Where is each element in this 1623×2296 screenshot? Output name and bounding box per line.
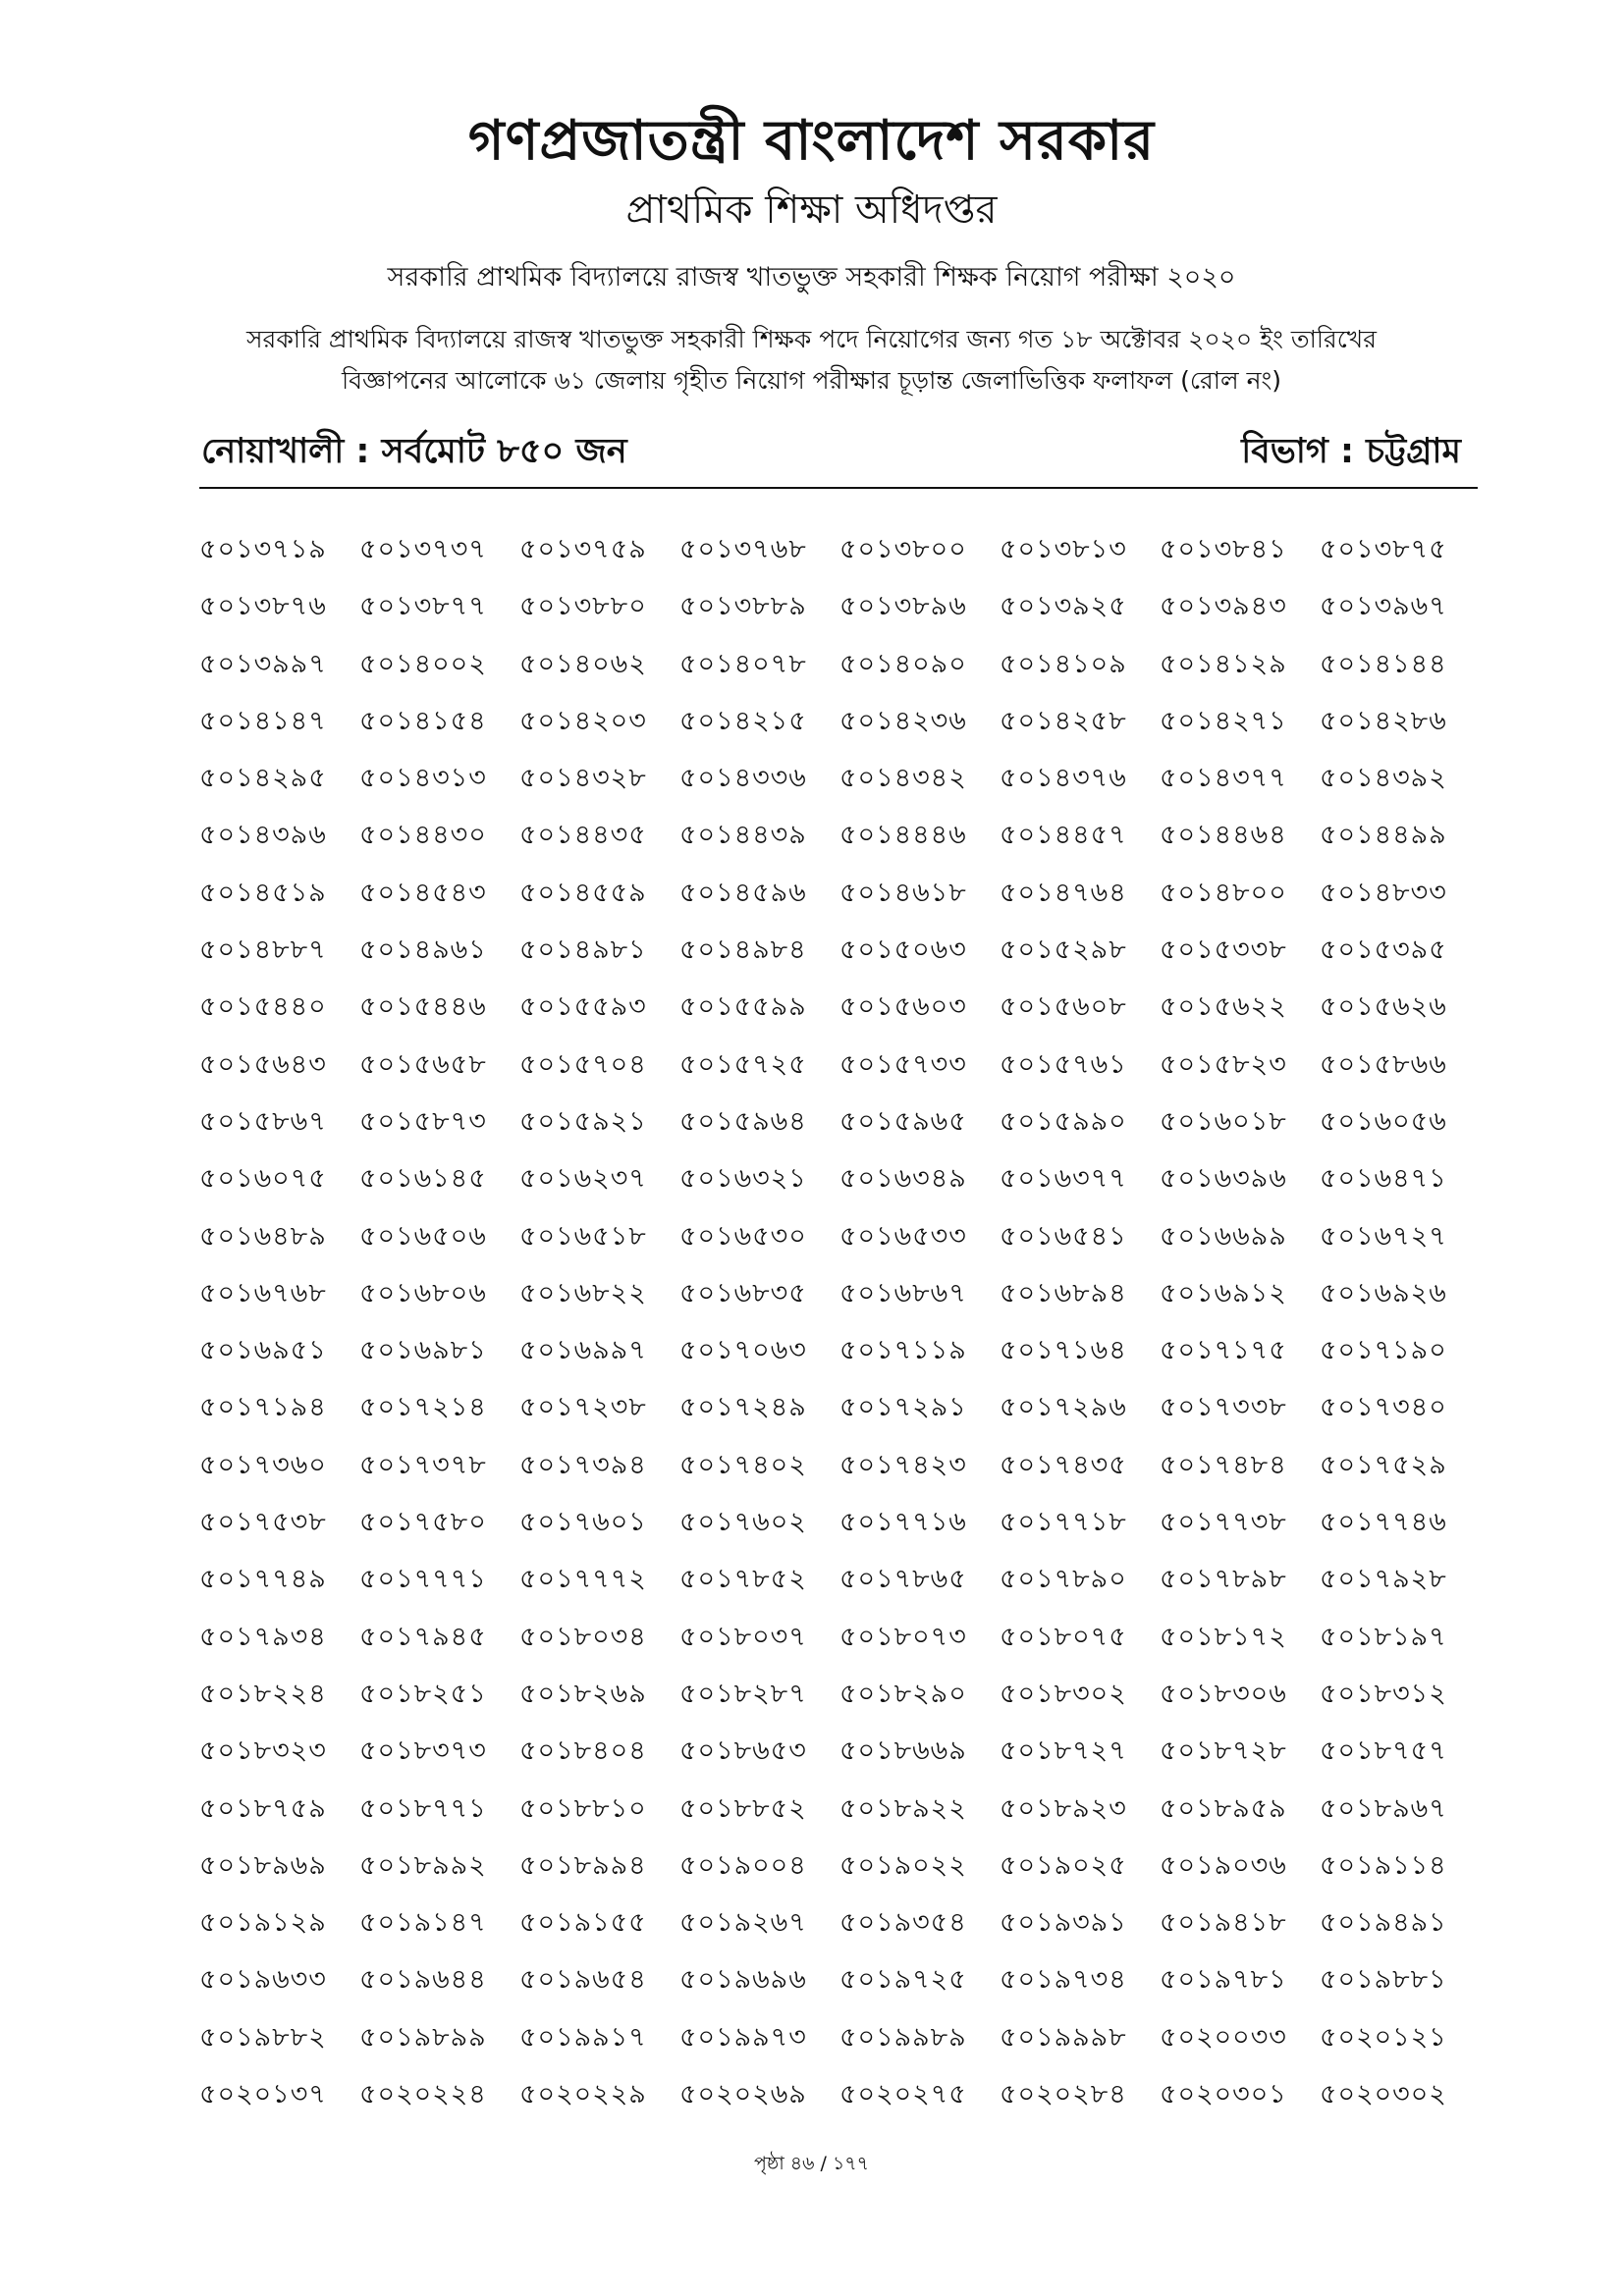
roll-number: ৫০১৯১২৯ <box>199 1907 327 1939</box>
roll-number: ৫০১৭২৯৬ <box>1000 1392 1127 1423</box>
roll-number: ৫০১৪৭৬৪ <box>1000 877 1127 908</box>
roll-number: ৫০১৮৯৯৪ <box>519 1849 647 1881</box>
roll-number: ৫০১৭৩৪০ <box>1320 1392 1447 1423</box>
roll-number: ৫০১৭৭৪৬ <box>1320 1507 1447 1538</box>
roll-number: ৫০১৮৯২২ <box>839 1792 967 1824</box>
roll-number: ৫০১৫৮৬৬ <box>1320 1048 1447 1080</box>
roll-number: ৫০১৮৬৬৯ <box>839 1735 967 1767</box>
roll-number: ৫০২০২৬৯ <box>679 2079 807 2110</box>
roll-number: ৫০১৬০১৮ <box>1160 1105 1287 1137</box>
roll-number: ৫০১৬৮৯৪ <box>1000 1277 1127 1308</box>
roll-number: ৫০১৮৩১২ <box>1320 1678 1447 1709</box>
roll-number: ৫০১৭৭৪৯ <box>199 1564 327 1595</box>
roll-number: ৫০১৪৩৭৬ <box>1000 763 1127 794</box>
roll-number: ৫০১৭৯২৮ <box>1320 1564 1447 1595</box>
roll-number: ৫০১৪৫১৯ <box>199 877 327 908</box>
roll-number: ৫০১৭৮৬৫ <box>839 1564 967 1595</box>
roll-number: ৫০১৬৫১৮ <box>519 1220 647 1252</box>
roll-number: ৫০১৭৯৪৫ <box>359 1621 487 1652</box>
roll-number: ৫০১৮৩২৩ <box>199 1735 327 1767</box>
roll-number: ৫০১৮৯৫৯ <box>1160 1792 1287 1824</box>
roll-number: ৫০১৬১৪৫ <box>359 1163 487 1195</box>
roll-number: ৫০১৯৭৩৪ <box>1000 1964 1127 1996</box>
roll-number: ৫০১৩৮০০ <box>839 534 967 564</box>
roll-number: ৫০১৯৯৮৯ <box>839 2021 967 2053</box>
roll-number: ৫০১৪৮৮৭ <box>199 934 327 966</box>
roll-number: ৫০১৫০৬৩ <box>839 934 967 966</box>
roll-number: ৫০১৫৯৬৫ <box>839 1105 967 1137</box>
roll-number: ৫০১৬২৩৭ <box>519 1163 647 1195</box>
roll-number: ৫০১৪৪৩৫ <box>519 820 647 851</box>
roll-number: ৫০১৮২৯০ <box>839 1678 967 1709</box>
roll-number: ৫০১৫৭৬১ <box>1000 1048 1127 1080</box>
page-number: পৃষ্ঠা ৪৬ / ১৭৭ <box>753 2153 870 2174</box>
roll-number: ৫০১৫৭০৪ <box>519 1048 647 1080</box>
roll-number: ৫০১৪৫৫৯ <box>519 877 647 908</box>
roll-number: ৫০১৯৬৪৪ <box>359 1964 487 1996</box>
roll-number: ৫০১৭১৯৪ <box>199 1392 327 1423</box>
roll-number: ৫০১৮০৭৫ <box>1000 1621 1127 1652</box>
roll-number: ৫০১৭৮৯৮ <box>1160 1564 1287 1595</box>
roll-number: ৫০১৪০৯০ <box>839 648 967 679</box>
roll-number: ৫০১৫৭২৫ <box>679 1048 807 1080</box>
roll-number: ৫০১৫৪৪০ <box>199 991 327 1023</box>
roll-number: ৫০১৩৯৪৩ <box>1160 591 1287 622</box>
roll-number: ৫০১৮২৮৭ <box>679 1678 807 1709</box>
roll-number: ৫০১৯১৪৭ <box>359 1907 487 1939</box>
roll-number: ৫০১৩৯৯৭ <box>199 648 327 679</box>
roll-number: ৫০১৬৬৯৯ <box>1160 1220 1287 1252</box>
roll-number: ৫০১৬০৭৫ <box>199 1163 327 1195</box>
roll-number: ৫০১৭৭১৬ <box>839 1507 967 1538</box>
roll-number: ৫০১৮০৩৪ <box>519 1621 647 1652</box>
roll-number-grid <box>199 530 1480 2132</box>
exam-name: সরকারি প্রাথমিক বিদ্যালয়ে রাজস্ব খাতভুক্ত সহকারী শিক্ষক নিয়োগ পরীক্ষা ২০২০ <box>387 262 1236 293</box>
roll-number: ৫০১৭১১৯ <box>839 1335 967 1366</box>
roll-number: ৫০১৪৪৫৭ <box>1000 820 1127 851</box>
roll-number: ৫০১৯৬৯৬ <box>679 1964 807 1996</box>
roll-number: ৫০১৪৯৮৪ <box>679 934 807 966</box>
roll-number: ৫০১৪৪৪৬ <box>839 820 967 851</box>
roll-number: ৫০১৪১৪৪ <box>1320 648 1447 679</box>
roll-number: ৫০১৫৩৯৫ <box>1320 934 1447 966</box>
roll-number: ৫০১৪১৪৭ <box>199 705 327 736</box>
roll-number: ৫০১৮৩০২ <box>1000 1678 1127 1709</box>
roll-number: ৫০১৬৫৩৩ <box>839 1220 967 1252</box>
roll-number: ৫০১৪২৮৬ <box>1320 705 1447 736</box>
roll-number: ৫০১৩৭৩৭ <box>359 534 487 564</box>
roll-number: ৫০১৯২৬৭ <box>679 1907 807 1939</box>
roll-number: ৫০১৬৮০৬ <box>359 1277 487 1308</box>
roll-number: ৫০২০১৩৭ <box>199 2079 327 2110</box>
roll-number: ৫০১৬৩৪৯ <box>839 1163 967 1195</box>
roll-number: ৫০১৭৭৭২ <box>519 1564 647 1595</box>
roll-number: ৫০১৪২০৩ <box>519 705 647 736</box>
roll-number: ৫০১৮১৭২ <box>1160 1621 1287 1652</box>
roll-number: ৫০১৩৮৪১ <box>1160 534 1287 564</box>
roll-number: ৫০১৮৯৬৭ <box>1320 1792 1447 1824</box>
roll-number: ৫০১৫৯৯০ <box>1000 1105 1127 1137</box>
roll-number: ৫০১৮৭২৭ <box>1000 1735 1127 1767</box>
roll-number: ৫০১৩৯৬৭ <box>1320 591 1447 622</box>
roll-number: ৫০১৭৪০২ <box>679 1449 807 1480</box>
roll-number: ৫০১৪৪৯৯ <box>1320 820 1447 851</box>
roll-number: ৫০১৭৩৬০ <box>199 1449 327 1480</box>
roll-number: ৫০১৯৪৯১ <box>1320 1907 1447 1939</box>
roll-number: ৫০১৫৫৯৯ <box>679 991 807 1023</box>
roll-number: ৫০১৩৮৮৯ <box>679 591 807 622</box>
roll-number: ৫০১৭১৬৪ <box>1000 1335 1127 1366</box>
roll-number: ৫০১৪১২৯ <box>1160 648 1287 679</box>
roll-number: ৫০১৬৯১২ <box>1160 1277 1287 1308</box>
roll-number: ৫০১৭৩৩৮ <box>1160 1392 1287 1423</box>
roll-number: ৫০১৭৬০২ <box>679 1507 807 1538</box>
roll-number: ৫০১৭২১৪ <box>359 1392 487 1423</box>
roll-number: ৫০১৪৩১৩ <box>359 763 487 794</box>
roll-number: ৫০১৭৭১৮ <box>1000 1507 1127 1538</box>
roll-number: ৫০১৭১৯০ <box>1320 1335 1447 1366</box>
roll-number: ৫০১৮৪০৪ <box>519 1735 647 1767</box>
roll-number: ৫০১৪২৯৫ <box>199 763 327 794</box>
roll-number: ৫০১৭৭৭১ <box>359 1564 487 1595</box>
roll-number: ৫০২০১২১ <box>1320 2021 1447 2053</box>
roll-number: ৫০১৫৬৪৩ <box>199 1048 327 1080</box>
roll-number: ৫০১৫৩৩৮ <box>1160 934 1287 966</box>
roll-number: ৫০১৬৩২১ <box>679 1163 807 1195</box>
roll-number: ৫০১৫৬০৮ <box>1000 991 1127 1023</box>
roll-number: ৫০১৮৭৭১ <box>359 1792 487 1824</box>
roll-number: ৫০১৮৮১০ <box>519 1792 647 1824</box>
roll-number: ৫০১৬৯৮১ <box>359 1335 487 1366</box>
roll-number: ৫০১৪১৫৪ <box>359 705 487 736</box>
roll-number: ৫০১৮২৬৯ <box>519 1678 647 1709</box>
roll-number: ৫০১৪৩২৮ <box>519 763 647 794</box>
roll-number: ৫০১৬৭২৭ <box>1320 1220 1447 1252</box>
roll-number: ৫০১৯৯১৭ <box>519 2021 647 2053</box>
roll-number: ৫০১৯৮৯৯ <box>359 2021 487 2053</box>
roll-number: ৫০১৪৫৪৩ <box>359 877 487 908</box>
roll-number: ৫০১৯১৫৫ <box>519 1907 647 1939</box>
roll-number: ৫০১৪১০৯ <box>1000 648 1127 679</box>
roll-number: ৫০১৪৩৯২ <box>1320 763 1447 794</box>
roll-number: ৫০১৭২৩৮ <box>519 1392 647 1423</box>
roll-number: ৫০১৪৪৬৪ <box>1160 820 1287 851</box>
roll-number: ৫০১৫৯২১ <box>519 1105 647 1137</box>
roll-number: ৫০১৮৩৭৩ <box>359 1735 487 1767</box>
roll-number: ৫০১৬৯২৬ <box>1320 1277 1447 1308</box>
department-name: প্রাথমিক শিক্ষা অধিদপ্তর <box>625 187 998 233</box>
roll-number: ৫০২০২৭৫ <box>839 2079 967 2110</box>
roll-number: ৫০১৮৬৫৩ <box>679 1735 807 1767</box>
roll-number: ৫০১৭৩৭৮ <box>359 1449 487 1480</box>
roll-number: ৫০১৭৩৯৪ <box>519 1449 647 1480</box>
roll-number: ৫০১৭০৬৩ <box>679 1335 807 1366</box>
roll-number: ৫০১৪০০২ <box>359 648 487 679</box>
notice-line-2: বিজ্ঞাপনের আলোকে ৬১ জেলায় গৃহীত নিয়োগ পরীক্ষার চূড়ান্ত জেলাভিত্তিক ফলাফল (রোল নং) <box>341 366 1282 395</box>
roll-number: ৫০১৬৪৭১ <box>1320 1163 1447 1195</box>
roll-number: ৫০১৯০৩৬ <box>1160 1849 1287 1881</box>
roll-number: ৫০১৪৩৪২ <box>839 763 967 794</box>
roll-number: ৫০১৫৯৬৪ <box>679 1105 807 1137</box>
roll-number: ৫০১৬৯৯৭ <box>519 1335 647 1366</box>
roll-number: ৫০১৯০০৪ <box>679 1849 807 1881</box>
roll-number: ৫০২০২২৪ <box>359 2079 487 2110</box>
roll-number: ৫০১৭৮৫২ <box>679 1564 807 1595</box>
roll-number: ৫০১৮৭৫৯ <box>199 1792 327 1824</box>
roll-number: ৫০১৫২৯৮ <box>1000 934 1127 966</box>
roll-number: ৫০১৭৪২৩ <box>839 1449 967 1480</box>
roll-number: ৫০১৭৪৮৪ <box>1160 1449 1287 1480</box>
roll-number: ৫০১৭২৯১ <box>839 1392 967 1423</box>
roll-number: ৫০১৯১১৪ <box>1320 1849 1447 1881</box>
notice-text <box>157 319 1466 401</box>
roll-number: ৫০১৫৮৭৩ <box>359 1105 487 1137</box>
roll-number: ৫০১৮৭২৮ <box>1160 1735 1287 1767</box>
roll-number: ৫০১৪৬১৮ <box>839 877 967 908</box>
roll-number: ৫০১৬৩৭৭ <box>1000 1163 1127 1195</box>
roll-number: ৫০১৩৭৫৯ <box>519 534 647 564</box>
roll-number: ৫০১৪৩৯৬ <box>199 820 327 851</box>
roll-number: ৫০১৭৫২৯ <box>1320 1449 1447 1480</box>
roll-number: ৫০১৪২৭১ <box>1160 705 1287 736</box>
roll-number: ৫০১৬৮২২ <box>519 1277 647 1308</box>
roll-number: ৫০১৩৯২৫ <box>1000 591 1127 622</box>
roll-number: ৫০১৫৮৬৭ <box>199 1105 327 1137</box>
roll-number: ৫০১৮০৩৭ <box>679 1621 807 1652</box>
roll-number: ৫০১৪৩৩৬ <box>679 763 807 794</box>
roll-number: ৫০২০২২৯ <box>519 2079 647 2110</box>
roll-number: ৫০১৫৬০৩ <box>839 991 967 1023</box>
roll-number: ৫০১৪০৬২ <box>519 648 647 679</box>
roll-number: ৫০১৫৮২৩ <box>1160 1048 1287 1080</box>
roll-number: ৫০১৬৫৪১ <box>1000 1220 1127 1252</box>
roll-number: ৫০১৮১৯৭ <box>1320 1621 1447 1652</box>
roll-number: ৫০২০০৩৩ <box>1160 2021 1287 2053</box>
roll-number: ৫০১৩৮৭৫ <box>1320 534 1447 564</box>
roll-number: ৫০১৫৬২২ <box>1160 991 1287 1023</box>
roll-number: ৫০১৬৪৮৯ <box>199 1220 327 1252</box>
roll-number: ৫০১৮৯২৩ <box>1000 1792 1127 1824</box>
roll-number: ৫০১৪৪৩৯ <box>679 820 807 851</box>
roll-number: ৫০১৯৩৯১ <box>1000 1907 1127 1939</box>
roll-number: ৫০১৫৬৫৮ <box>359 1048 487 1080</box>
roll-number: ৫০১৫৪৪৬ <box>359 991 487 1023</box>
roll-number: ৫০১৯৭৮১ <box>1160 1964 1287 1996</box>
roll-number: ৫০১৪২৩৬ <box>839 705 967 736</box>
roll-number: ৫০১৮৮৫২ <box>679 1792 807 1824</box>
roll-number: ৫০১৪৮৩৩ <box>1320 877 1447 908</box>
notice-line-1: সরকারি প্রাথমিক বিদ্যালয়ে রাজস্ব খাতভুক্ত সহকারী শিক্ষক পদে নিয়োগের জন্য গত ১৮ অক্টোবর ২০২০ ইং তারিখের <box>246 325 1377 353</box>
district-total: নোয়াখালী : সর্বমোট ৮৫০ জন <box>201 432 627 471</box>
page-title: গণপ্রজাতন্ত্রী বাংলাদেশ সরকার <box>467 109 1156 173</box>
roll-number: ৫০১৩৭৬৮ <box>679 534 807 564</box>
roll-number: ৫০১৭১৭৫ <box>1160 1335 1287 1366</box>
division-label: বিভাগ : চট্টগ্রাম <box>1241 432 1461 471</box>
roll-number: ৫০১৯৪১৮ <box>1160 1907 1287 1939</box>
roll-number: ৫০১৪৪৩০ <box>359 820 487 851</box>
roll-number: ৫০১৭৭৩৮ <box>1160 1507 1287 1538</box>
roll-number: ৫০১৮২৫১ <box>359 1678 487 1709</box>
roll-number: ৫০১৫৭৩৩ <box>839 1048 967 1080</box>
roll-number: ৫০২০৩০২ <box>1320 2079 1447 2110</box>
header-divider <box>199 487 1478 489</box>
roll-number: ৫০১৭৪৩৫ <box>1000 1449 1127 1480</box>
roll-number: ৫০১৪৩৭৭ <box>1160 763 1287 794</box>
roll-number: ৫০১৯৬৫৪ <box>519 1964 647 1996</box>
roll-number: ৫০১৭৯৩৪ <box>199 1621 327 1652</box>
roll-number: ৫০১৯৮৮১ <box>1320 1964 1447 1996</box>
roll-number: ৫০১৬৮৬৭ <box>839 1277 967 1308</box>
roll-number: ৫০১৬৩৯৬ <box>1160 1163 1287 1195</box>
roll-number: ৫০১৯৩৫৪ <box>839 1907 967 1939</box>
roll-number: ৫০১৬৯৫১ <box>199 1335 327 1366</box>
roll-number: ৫০১৪২৫৮ <box>1000 705 1127 736</box>
roll-number: ৫০১৩৮৭৭ <box>359 591 487 622</box>
roll-number: ৫০১৪৯৮১ <box>519 934 647 966</box>
roll-number: ৫০১৪৫৯৬ <box>679 877 807 908</box>
roll-number: ৫০১৩৭১৯ <box>199 534 327 564</box>
roll-number: ৫০১৮৯৯২ <box>359 1849 487 1881</box>
roll-number: ৫০১৪৮০০ <box>1160 877 1287 908</box>
roll-number: ৫০১৭৫৩৮ <box>199 1507 327 1538</box>
roll-number: ৫০১৩৮৯৬ <box>839 591 967 622</box>
roll-number: ৫০১৯৯৯৮ <box>1000 2021 1127 2053</box>
roll-number: ৫০১৪২১৫ <box>679 705 807 736</box>
roll-number: ৫০১৮০৭৩ <box>839 1621 967 1652</box>
roll-number: ৫০১৫৬২৬ <box>1320 991 1447 1023</box>
roll-number: ৫০১৮২২৪ <box>199 1678 327 1709</box>
roll-number: ৫০১৭২৪৯ <box>679 1392 807 1423</box>
roll-number: ৫০১৮৭৫৭ <box>1320 1735 1447 1767</box>
roll-number: ৫০১৯৯৭৩ <box>679 2021 807 2053</box>
roll-number: ৫০১৭৮৯০ <box>1000 1564 1127 1595</box>
roll-number: ৫০১৩৮৮০ <box>519 591 647 622</box>
roll-number: ৫০১৯৬৩৩ <box>199 1964 327 1996</box>
roll-number: ৫০১৬০৫৬ <box>1320 1105 1447 1137</box>
roll-number: ৫০১৯০২৫ <box>1000 1849 1127 1881</box>
roll-number: ৫০২০২৮৪ <box>1000 2079 1127 2110</box>
roll-number: ৫০১৭৫৮০ <box>359 1507 487 1538</box>
roll-number: ৫০১৪০৭৮ <box>679 648 807 679</box>
roll-number: ৫০১৮৩০৬ <box>1160 1678 1287 1709</box>
roll-number: ৫০১৫৫৯৩ <box>519 991 647 1023</box>
roll-number: ৫০১৬৭৬৮ <box>199 1277 327 1308</box>
roll-number: ৫০১৯০২২ <box>839 1849 967 1881</box>
roll-number: ৫০১৬৫৩০ <box>679 1220 807 1252</box>
roll-number: ৫০১৯৭২৫ <box>839 1964 967 1996</box>
roll-number: ৫০১৩৮৭৬ <box>199 591 327 622</box>
roll-number: ৫০২০৩০১ <box>1160 2079 1287 2110</box>
roll-number: ৫০১৬৫০৬ <box>359 1220 487 1252</box>
roll-number: ৫০১৬৮৩৫ <box>679 1277 807 1308</box>
roll-number: ৫০১৩৮১৩ <box>1000 534 1127 564</box>
roll-number: ৫০১৪৯৬১ <box>359 934 487 966</box>
roll-number: ৫০১৯৮৮২ <box>199 2021 327 2053</box>
roll-number: ৫০১৮৯৬৯ <box>199 1849 327 1881</box>
roll-number: ৫০১৭৬০১ <box>519 1507 647 1538</box>
